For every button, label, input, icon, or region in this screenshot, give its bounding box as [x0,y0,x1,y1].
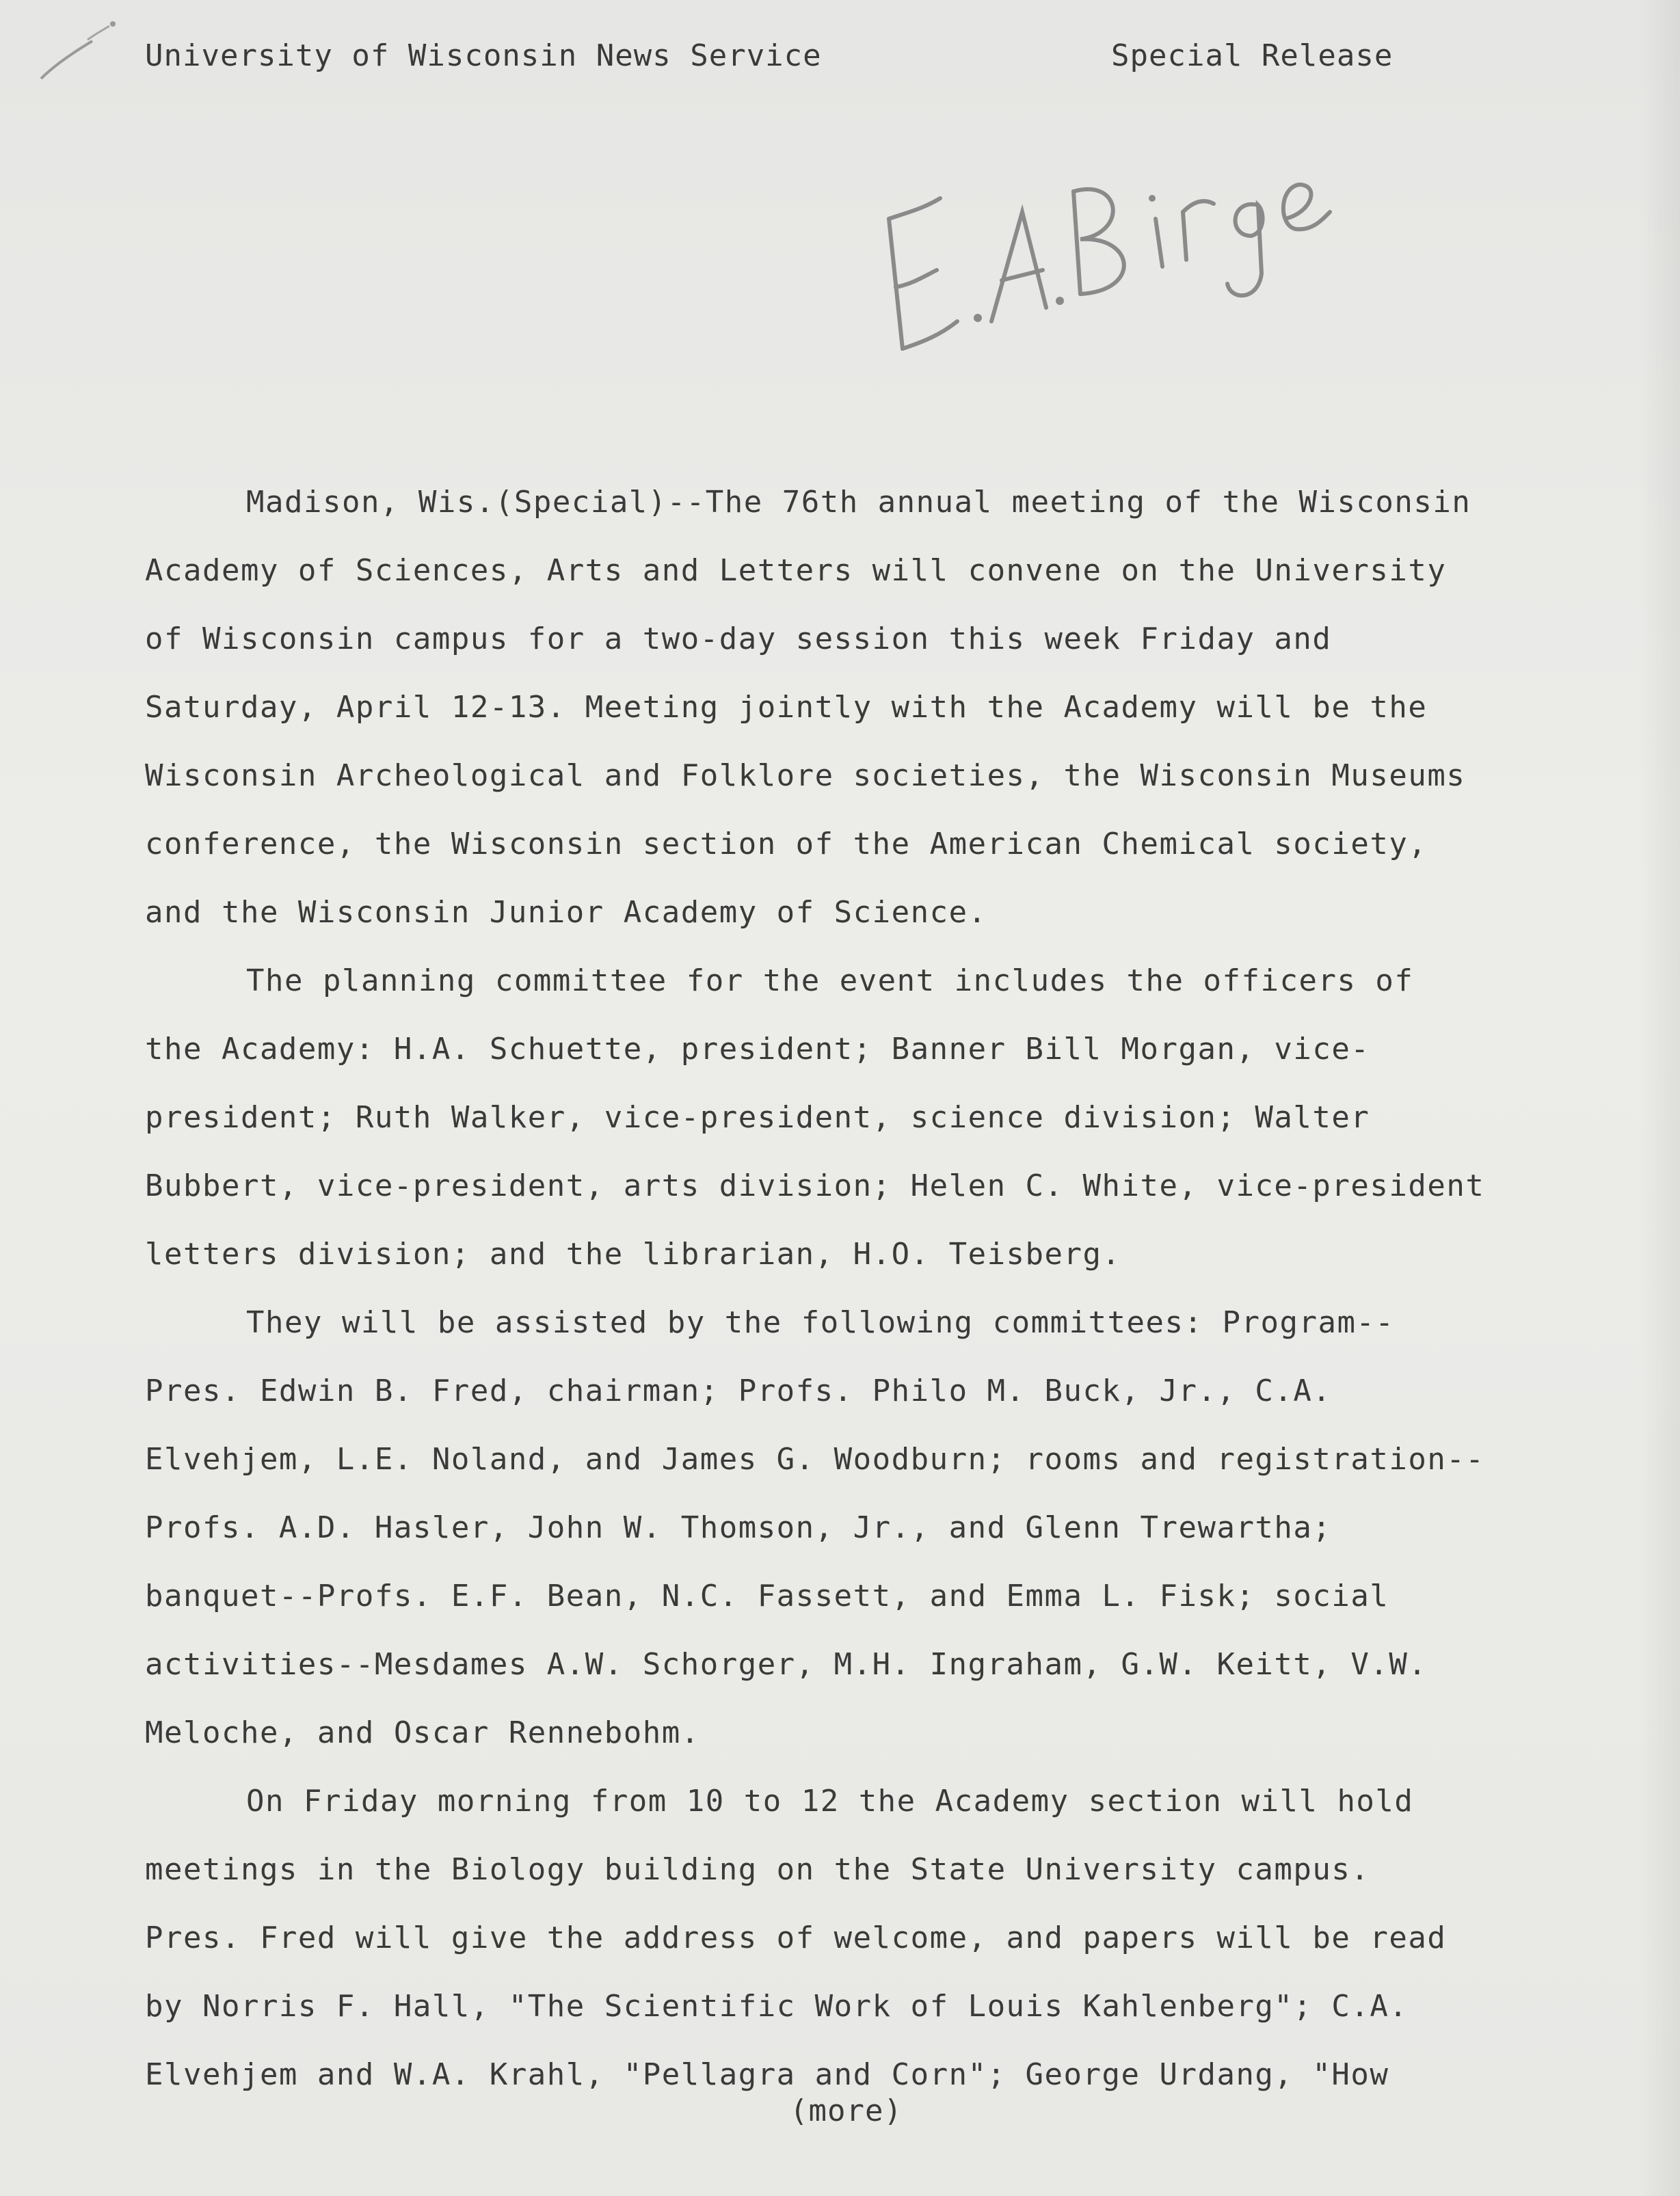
pencil-corner-mark [27,14,130,89]
text-line: Madison, Wis.(Special)--The 76th annual meeting of the Wisconsin [246,485,1471,520]
text-line: the Academy: H.A. Schuette, president; Banner Bill Morgan, vice- [145,1032,1370,1067]
text-line: Pres. Edwin B. Fred, chairman; Profs. Philo M. Buck, Jr., C.A. [145,1374,1332,1408]
paragraph-announcement [145,479,1601,957]
text-line: The planning committee for the event includes the officers of [246,963,1414,998]
page-edge-shadow [1639,0,1680,2196]
text-line: activities--Mesdames A.W. Schorger, M.H. Ingraham, G.W. Keitt, V.W. [145,1647,1428,1682]
text-line: and the Wisconsin Junior Academy of Science. [145,895,987,930]
text-line: president; Ruth Walker, vice-president, science division; Walter [145,1100,1370,1135]
text-line: Academy of Sciences, Arts and Letters will convene on the University [145,553,1447,588]
paragraph-friday-program [145,1778,1601,2119]
handwritten-signature [875,116,1354,390]
text-line: conference, the Wisconsin section of the American Chemical society, [145,827,1428,861]
news-service-heading: University of Wisconsin News Service [145,38,822,73]
text-line: Saturday, April 12-13. Meeting jointly with the Academy will be the [145,690,1428,725]
paragraph-committees [145,1299,1601,1778]
text-line: On Friday morning from 10 to 12 the Academy section will hold [246,1784,1414,1819]
text-line: They will be assisted by the following committees: Program-- [246,1305,1395,1340]
continuation-marker: (more) [790,2093,903,2128]
text-line: Profs. A.D. Hasler, John W. Thomson, Jr., and Glenn Trewartha; [145,1510,1332,1545]
text-line: Bubbert, vice-president, arts division; Helen C. White, vice-president [145,1168,1485,1203]
paragraph-officers [145,957,1601,1299]
text-line: Elvehjem, L.E. Noland, and James G. Woodburn; rooms and registration-- [145,1442,1485,1477]
text-line: Pres. Fred will give the address of welcome, and papers will be read [145,1920,1447,1955]
text-line: by Norris F. Hall, "The Scientific Work of Louis Kahlenberg"; C.A. [145,1989,1409,2024]
text-line: Wisconsin Archeological and Folklore societies, the Wisconsin Museums [145,758,1466,793]
text-line: letters division; and the librarian, H.O. Teisberg. [145,1237,1121,1272]
release-body [145,479,1601,2119]
release-type-label: Special Release [1111,38,1394,73]
text-line: Elvehjem and W.A. Krahl, "Pellagra and Corn"; George Urdang, "How [145,2057,1389,2092]
text-line: of Wisconsin campus for a two-day session this week Friday and [145,621,1332,656]
text-line: meetings in the Biology building on the State University campus. [145,1852,1370,1887]
text-line: Meloche, and Oscar Rennebohm. [145,1715,700,1750]
text-line: banquet--Profs. E.F. Bean, N.C. Fassett, and Emma L. Fisk; social [145,1579,1389,1613]
